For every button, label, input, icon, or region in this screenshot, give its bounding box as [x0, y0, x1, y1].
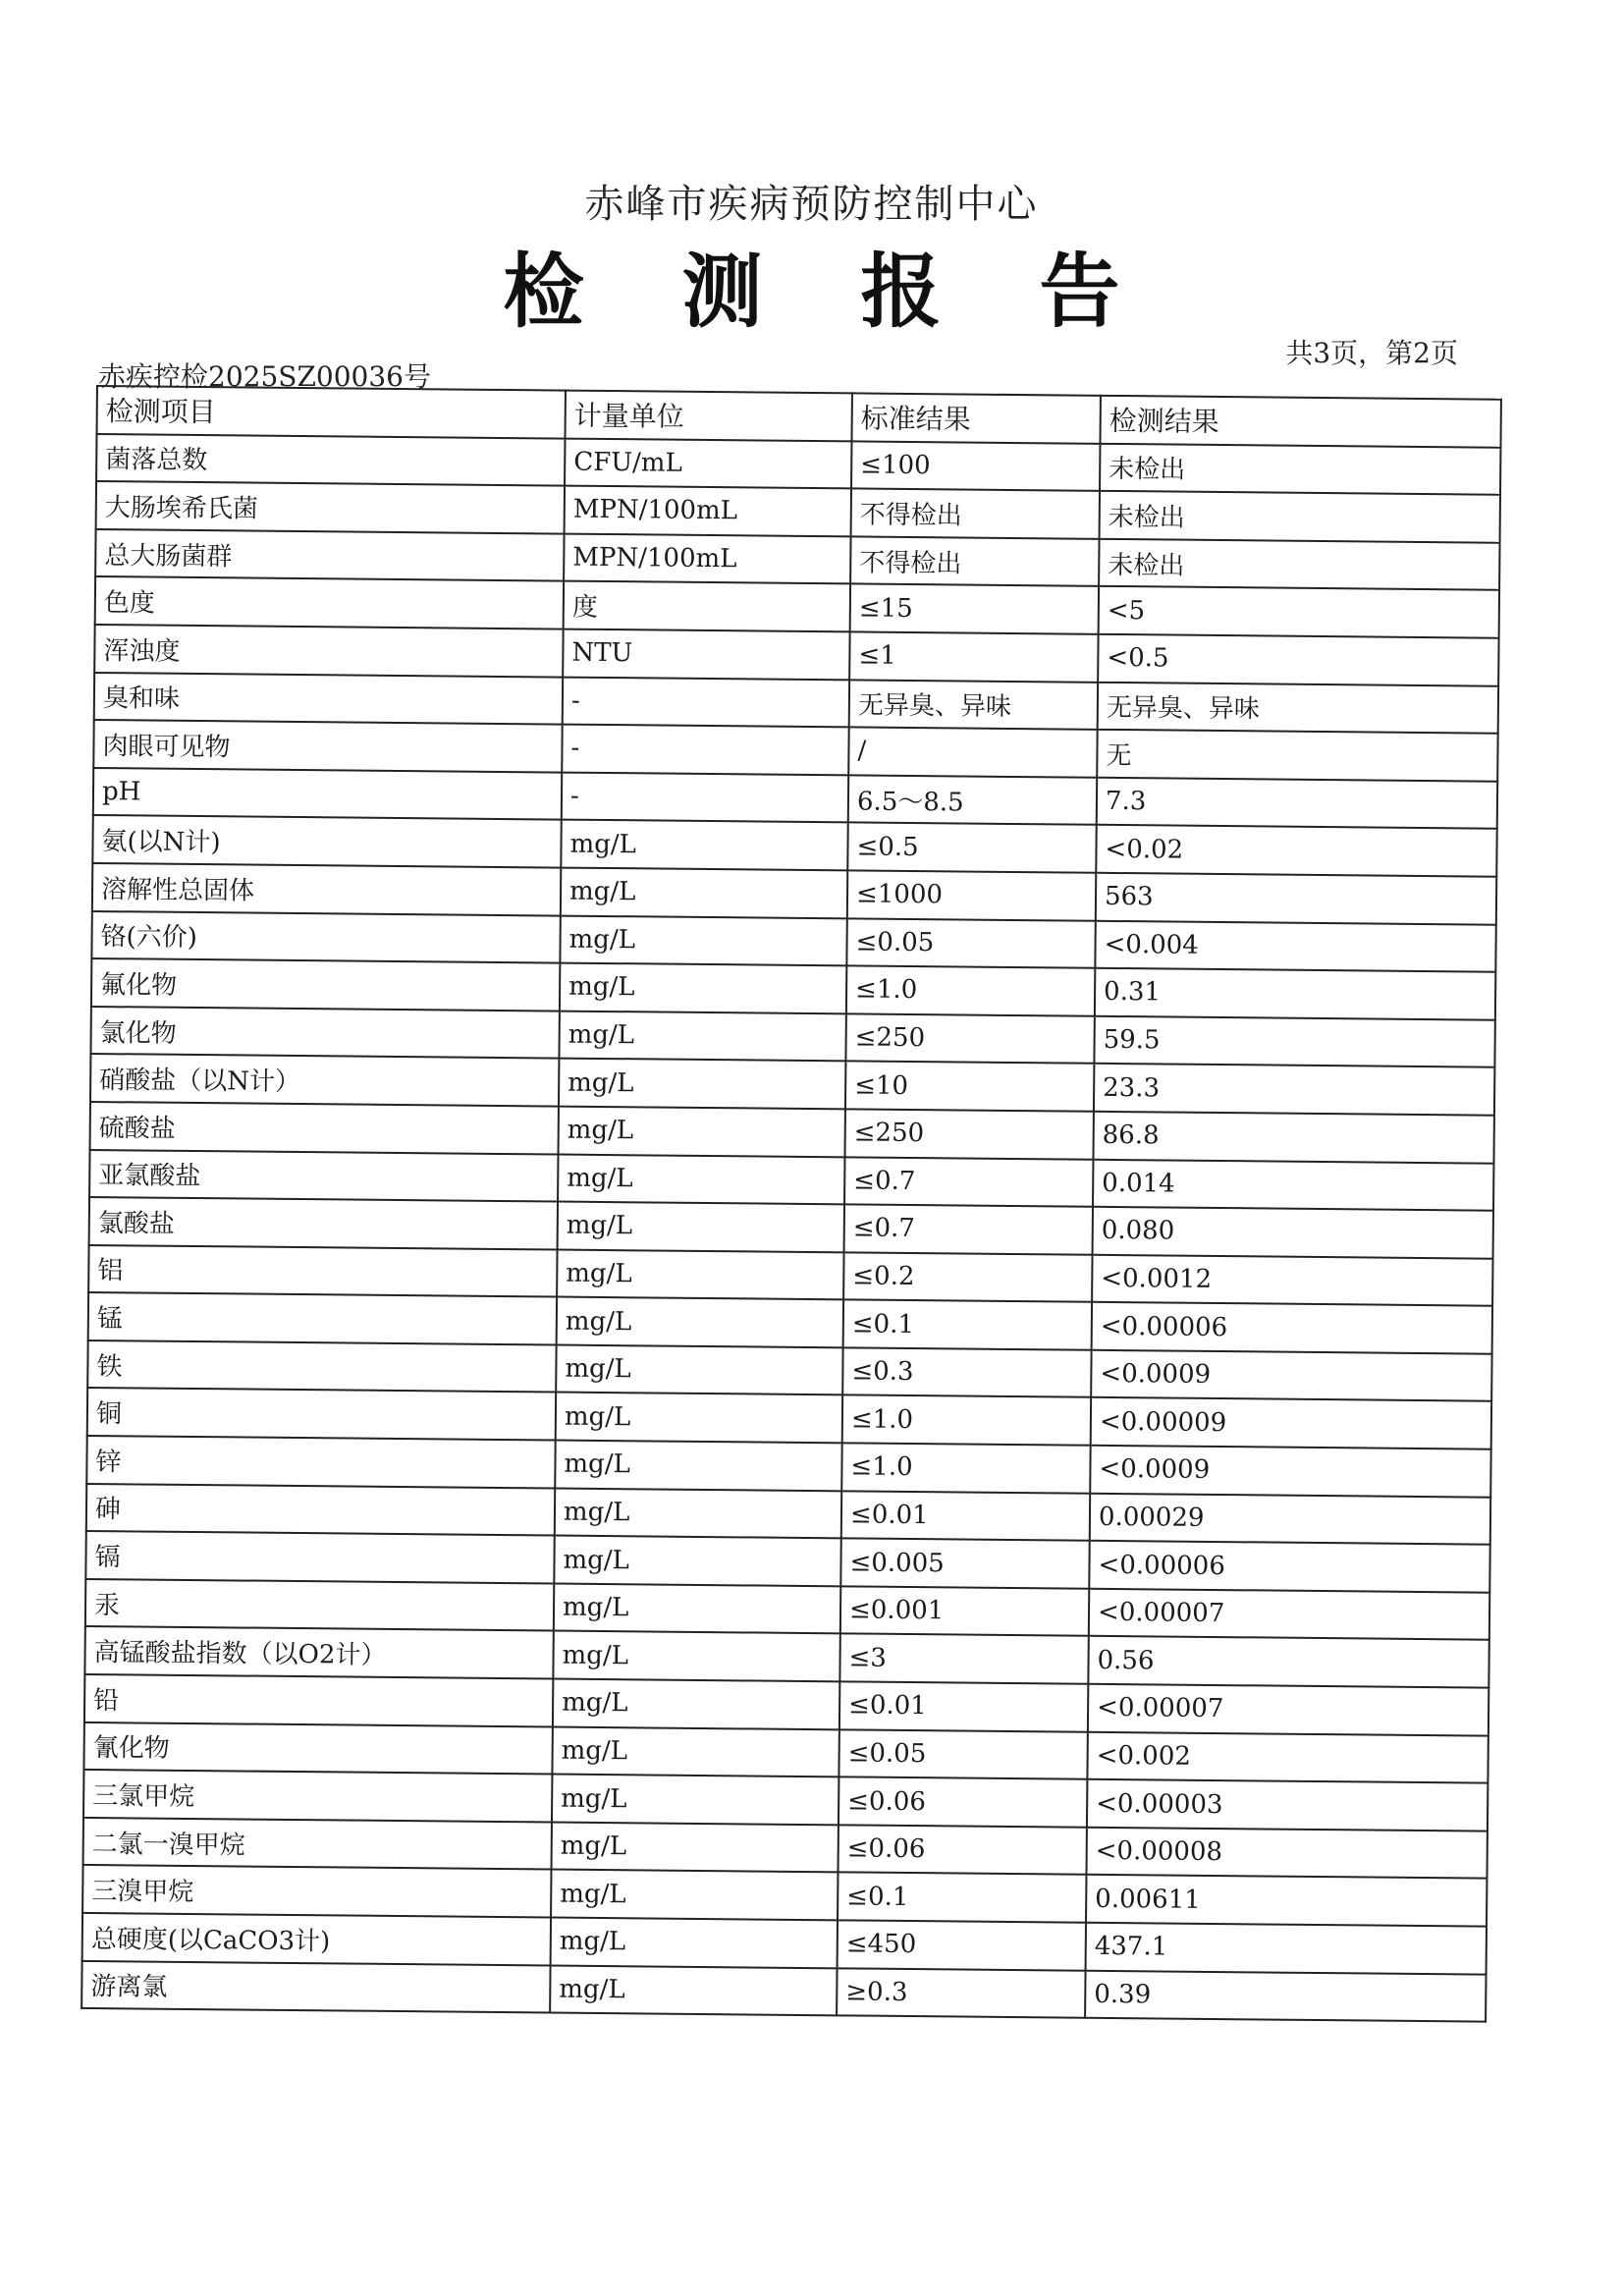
- column-header-unit: 计量单位: [566, 391, 852, 441]
- cell-standard: 不得检出: [850, 536, 1099, 586]
- cell-item: 色度: [95, 576, 564, 629]
- cell-item: 砷: [86, 1484, 555, 1536]
- cell-standard: ≤0.7: [844, 1204, 1093, 1254]
- cell-item: 总大肠菌群: [95, 529, 564, 581]
- cell-result: 59.5: [1094, 1016, 1494, 1068]
- cell-unit: mg/L: [554, 1536, 840, 1586]
- cell-result: 0.014: [1093, 1159, 1493, 1211]
- page-info: 共3页，第2页: [1285, 337, 1458, 369]
- cell-result: 0.31: [1095, 968, 1495, 1020]
- cell-item: 氯化物: [90, 1007, 559, 1059]
- report-number: 赤疾控检2025SZ00036号: [98, 360, 431, 393]
- cell-item: 三溴甲烷: [82, 1865, 551, 1917]
- cell-unit: mg/L: [559, 1059, 845, 1109]
- cell-item: 亚氯酸盐: [89, 1149, 558, 1201]
- cell-standard: ≤3: [839, 1634, 1088, 1684]
- cell-standard: ≤0.05: [846, 918, 1095, 968]
- cell-item: 氟化物: [91, 958, 560, 1011]
- cell-item: 游离氯: [81, 1961, 550, 2013]
- cell-result: <0.0012: [1092, 1254, 1492, 1306]
- cell-unit: mg/L: [550, 1965, 837, 2015]
- cell-unit: mg/L: [552, 1822, 839, 1872]
- cell-result: 0.080: [1093, 1207, 1493, 1259]
- cell-unit: mg/L: [559, 1011, 845, 1061]
- cell-unit: mg/L: [551, 1918, 838, 1968]
- title-char: 告: [1039, 245, 1120, 339]
- cell-item: 溶解性总固体: [92, 863, 561, 915]
- cell-item: 硫酸盐: [90, 1102, 559, 1154]
- cell-standard: ≤1.0: [842, 1395, 1091, 1446]
- cell-item: 氯酸盐: [89, 1197, 558, 1249]
- cell-result: <0.0009: [1090, 1446, 1490, 1498]
- cell-unit: mg/L: [560, 915, 846, 965]
- cell-standard: 6.5～8.5: [848, 775, 1097, 825]
- results-table: [81, 385, 1502, 2023]
- cell-standard: ≤0.7: [844, 1157, 1093, 1207]
- cell-result: <0.004: [1095, 920, 1495, 972]
- cell-unit: mg/L: [554, 1583, 840, 1633]
- cell-item: 汞: [85, 1579, 554, 1631]
- cell-result: <0.02: [1096, 825, 1496, 877]
- cell-unit: CFU/mL: [565, 438, 851, 488]
- column-header-item: 检测项目: [97, 386, 566, 438]
- cell-item: 二氯一溴甲烷: [83, 1818, 552, 1870]
- column-header-result: 检测结果: [1100, 396, 1500, 448]
- cell-result: 无异臭、异味: [1098, 682, 1498, 734]
- cell-result: 0.00029: [1090, 1493, 1490, 1545]
- cell-standard: ≤250: [844, 1109, 1093, 1159]
- cell-item: 铜: [87, 1388, 556, 1440]
- cell-result: 0.56: [1088, 1636, 1488, 1688]
- cell-standard: ≤0.005: [840, 1539, 1089, 1589]
- cell-unit: NTU: [563, 629, 849, 680]
- cell-result: <0.0009: [1091, 1350, 1491, 1402]
- cell-unit: mg/L: [553, 1679, 839, 1729]
- title-char: 报: [860, 245, 942, 339]
- cell-item: 铝: [88, 1245, 557, 1297]
- cell-result: 无: [1097, 730, 1497, 782]
- cell-item: 肉眼可见物: [93, 720, 562, 772]
- cell-unit: mg/L: [561, 820, 847, 870]
- cell-standard: ≤450: [838, 1920, 1086, 1970]
- cell-unit: MPN/100mL: [564, 533, 850, 583]
- cell-item: 三氯甲烷: [83, 1770, 552, 1822]
- cell-standard: ≤0.1: [838, 1873, 1086, 1923]
- cell-standard: ≤250: [845, 1013, 1094, 1064]
- cell-standard: ≤0.001: [840, 1586, 1089, 1636]
- cell-unit: mg/L: [552, 1775, 839, 1825]
- cell-result: <0.00008: [1086, 1828, 1487, 1880]
- cell-result: 0.39: [1085, 1970, 1486, 2022]
- cell-result: 未检出: [1099, 539, 1499, 591]
- cell-standard: ≤100: [851, 441, 1100, 491]
- cell-standard: ≤1.0: [841, 1443, 1090, 1493]
- cell-unit: mg/L: [556, 1344, 842, 1394]
- cell-unit: mg/L: [560, 963, 846, 1013]
- cell-item: 硝酸盐（以N计）: [90, 1054, 559, 1106]
- cell-result: <0.00007: [1089, 1589, 1489, 1641]
- cell-item: 锌: [86, 1436, 555, 1488]
- title-char: 测: [681, 245, 763, 339]
- cell-result: <0.00007: [1088, 1684, 1488, 1736]
- org-name: 赤峰市疾病预防控制中心: [584, 182, 1039, 227]
- cell-item: 浑浊度: [94, 625, 563, 677]
- cell-unit: 度: [564, 581, 850, 631]
- cell-standard: ≤1: [849, 631, 1098, 682]
- cell-unit: mg/L: [553, 1631, 839, 1681]
- title-char: 检: [503, 245, 584, 339]
- cell-item: 铁: [87, 1340, 556, 1393]
- cell-standard: ≥0.3: [837, 1968, 1085, 2018]
- cell-result: 563: [1096, 873, 1496, 925]
- cell-unit: mg/L: [551, 1870, 838, 1920]
- cell-unit: mg/L: [556, 1393, 842, 1443]
- document-title: [0, 228, 1623, 343]
- cell-item: 氨(以N计): [92, 815, 561, 867]
- cell-standard: 无异臭、异味: [849, 680, 1098, 730]
- cell-result: <0.00006: [1089, 1541, 1489, 1593]
- cell-unit: mg/L: [558, 1202, 844, 1252]
- cell-standard: ≤0.5: [847, 823, 1096, 873]
- cell-result: <0.00006: [1092, 1302, 1492, 1354]
- cell-standard: ≤15: [850, 584, 1099, 634]
- cell-item: 大肠埃希氏菌: [96, 481, 565, 533]
- cell-unit: mg/L: [557, 1297, 843, 1347]
- cell-result: 86.8: [1093, 1112, 1493, 1164]
- cell-item: 铬(六价): [91, 911, 560, 963]
- cell-result: 7.3: [1097, 778, 1497, 830]
- cell-item: 菌落总数: [96, 434, 565, 486]
- cell-item: 高锰酸盐指数（以O2计）: [84, 1626, 553, 1678]
- cell-result: 未检出: [1100, 443, 1500, 495]
- cell-standard: ≤1.0: [846, 965, 1095, 1015]
- cell-result: <0.5: [1098, 634, 1498, 686]
- cell-result: <5: [1099, 586, 1499, 638]
- cell-standard: ≤1000: [847, 870, 1096, 920]
- cell-unit: mg/L: [555, 1441, 841, 1491]
- cell-item: 臭和味: [94, 673, 563, 725]
- cell-item: 总硬度(以CaCO3计): [82, 1913, 551, 1965]
- cell-unit: -: [562, 725, 848, 775]
- cell-unit: -: [563, 677, 849, 727]
- results-body: [81, 434, 1500, 2022]
- cell-item: 氰化物: [83, 1722, 552, 1775]
- cell-unit: mg/L: [552, 1726, 839, 1777]
- cell-unit: mg/L: [558, 1154, 844, 1204]
- cell-standard: 不得检出: [851, 489, 1100, 539]
- cell-unit: mg/L: [561, 868, 847, 918]
- cell-standard: ≤0.01: [839, 1681, 1088, 1731]
- column-header-standard: 标准结果: [851, 393, 1100, 443]
- cell-result: 未检出: [1100, 491, 1500, 543]
- cell-result: 23.3: [1094, 1064, 1494, 1116]
- cell-unit: MPN/100mL: [565, 486, 851, 536]
- cell-standard: /: [848, 728, 1097, 778]
- cell-item: pH: [93, 768, 562, 820]
- cell-result: 437.1: [1086, 1923, 1487, 1975]
- cell-standard: ≤0.01: [841, 1491, 1090, 1541]
- cell-unit: mg/L: [555, 1488, 841, 1538]
- cell-result: <0.00009: [1091, 1397, 1491, 1449]
- cell-result: 0.00611: [1086, 1875, 1487, 1927]
- cell-standard: ≤0.06: [839, 1777, 1087, 1828]
- cell-standard: ≤10: [845, 1062, 1094, 1112]
- cell-unit: -: [562, 772, 848, 822]
- cell-item: 镉: [85, 1531, 554, 1583]
- cell-standard: ≤0.3: [842, 1347, 1091, 1397]
- cell-standard: ≤0.1: [843, 1300, 1092, 1350]
- cell-unit: mg/L: [557, 1249, 843, 1299]
- cell-standard: ≤0.05: [839, 1729, 1087, 1779]
- cell-item: 铅: [84, 1674, 553, 1726]
- cell-unit: mg/L: [559, 1106, 845, 1156]
- cell-standard: ≤0.06: [838, 1825, 1086, 1875]
- cell-result: <0.00003: [1087, 1779, 1488, 1831]
- cell-result: <0.002: [1087, 1731, 1488, 1783]
- cell-standard: ≤0.2: [843, 1252, 1092, 1302]
- cell-item: 锰: [88, 1292, 557, 1344]
